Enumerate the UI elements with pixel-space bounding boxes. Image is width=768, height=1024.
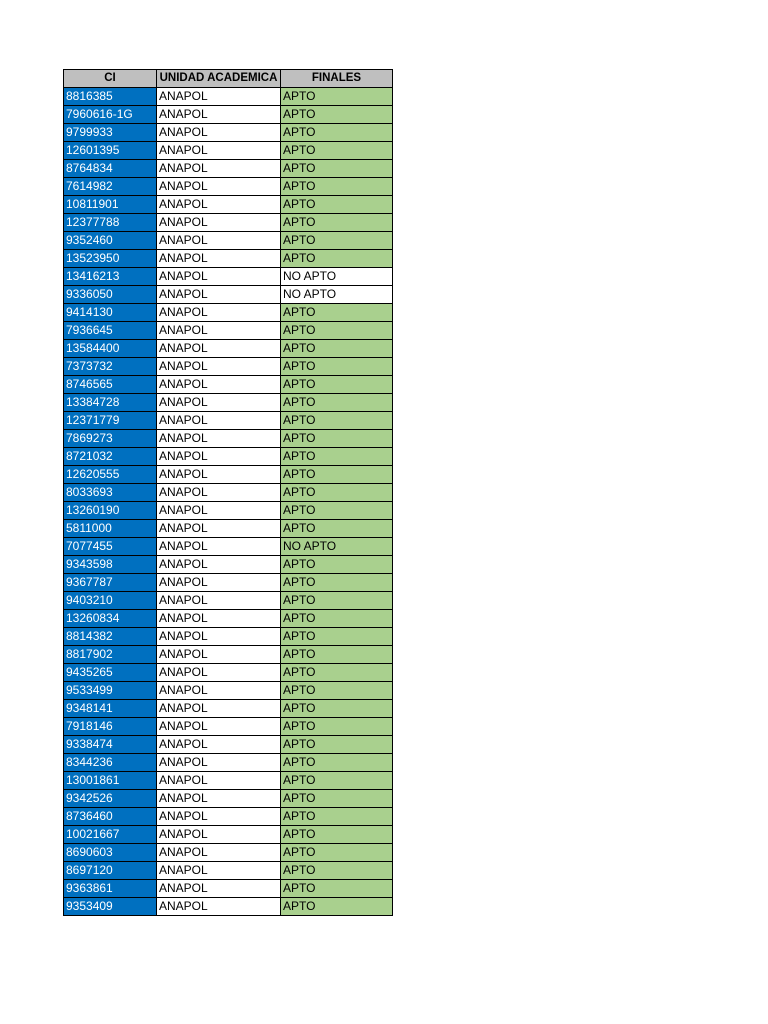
ci-cell: 7614982 <box>64 178 157 196</box>
ci-cell: 9343598 <box>64 556 157 574</box>
table-row <box>64 268 393 286</box>
ci-cell: 10811901 <box>64 196 157 214</box>
ci-cell: 9414130 <box>64 304 157 322</box>
unidad-academica-cell: ANAPOL <box>157 754 281 772</box>
table-row <box>64 466 393 484</box>
finales-cell: APTO <box>281 178 393 196</box>
unidad-academica-cell: ANAPOL <box>157 610 281 628</box>
unidad-academica-cell: ANAPOL <box>157 340 281 358</box>
finales-cell: APTO <box>281 574 393 592</box>
ci-cell: 13260190 <box>64 502 157 520</box>
header-finales: FINALES <box>281 70 393 88</box>
unidad-academica-cell: ANAPOL <box>157 268 281 286</box>
ci-cell: 8736460 <box>64 808 157 826</box>
ci-cell: 13384728 <box>64 394 157 412</box>
finales-cell: APTO <box>281 664 393 682</box>
ci-cell: 9338474 <box>64 736 157 754</box>
unidad-academica-cell: ANAPOL <box>157 394 281 412</box>
unidad-academica-cell: ANAPOL <box>157 196 281 214</box>
finales-cell: APTO <box>281 754 393 772</box>
ci-cell: 12371779 <box>64 412 157 430</box>
unidad-academica-cell: ANAPOL <box>157 736 281 754</box>
table-row <box>64 358 393 376</box>
finales-cell: APTO <box>281 484 393 502</box>
ci-cell: 9435265 <box>64 664 157 682</box>
finales-cell: NO APTO <box>281 286 393 304</box>
ci-cell: 7936645 <box>64 322 157 340</box>
table-row <box>64 484 393 502</box>
finales-cell: APTO <box>281 340 393 358</box>
finales-cell: APTO <box>281 520 393 538</box>
finales-cell: NO APTO <box>281 268 393 286</box>
table-row <box>64 502 393 520</box>
ci-cell: 8814382 <box>64 628 157 646</box>
unidad-academica-cell: ANAPOL <box>157 232 281 250</box>
table-row <box>64 826 393 844</box>
finales-cell: APTO <box>281 142 393 160</box>
table-row <box>64 898 393 916</box>
finales-cell: NO APTO <box>281 538 393 556</box>
finales-cell: APTO <box>281 556 393 574</box>
unidad-academica-cell: ANAPOL <box>157 790 281 808</box>
results-table <box>63 69 393 916</box>
ci-cell: 12601395 <box>64 142 157 160</box>
table-row <box>64 538 393 556</box>
finales-cell: APTO <box>281 430 393 448</box>
table-row <box>64 250 393 268</box>
unidad-academica-cell: ANAPOL <box>157 322 281 340</box>
ci-cell: 8697120 <box>64 862 157 880</box>
ci-cell: 8690603 <box>64 844 157 862</box>
ci-cell: 8746565 <box>64 376 157 394</box>
finales-cell: APTO <box>281 700 393 718</box>
unidad-academica-cell: ANAPOL <box>157 430 281 448</box>
unidad-academica-cell: ANAPOL <box>157 106 281 124</box>
unidad-academica-cell: ANAPOL <box>157 898 281 916</box>
table-body <box>64 88 393 916</box>
unidad-academica-cell: ANAPOL <box>157 502 281 520</box>
ci-cell: 12377788 <box>64 214 157 232</box>
table-row <box>64 574 393 592</box>
table-row <box>64 106 393 124</box>
finales-cell: APTO <box>281 862 393 880</box>
ci-cell: 8344236 <box>64 754 157 772</box>
ci-cell: 8817902 <box>64 646 157 664</box>
finales-cell: APTO <box>281 898 393 916</box>
finales-cell: APTO <box>281 826 393 844</box>
unidad-academica-cell: ANAPOL <box>157 484 281 502</box>
ci-cell: 7918146 <box>64 718 157 736</box>
ci-cell: 7869273 <box>64 430 157 448</box>
finales-cell: APTO <box>281 772 393 790</box>
table-row <box>64 844 393 862</box>
table-row <box>64 142 393 160</box>
unidad-academica-cell: ANAPOL <box>157 682 281 700</box>
finales-cell: APTO <box>281 124 393 142</box>
finales-cell: APTO <box>281 502 393 520</box>
ci-cell: 9363861 <box>64 880 157 898</box>
unidad-academica-cell: ANAPOL <box>157 628 281 646</box>
table-row <box>64 628 393 646</box>
finales-cell: APTO <box>281 682 393 700</box>
ci-cell: 9352460 <box>64 232 157 250</box>
unidad-academica-cell: ANAPOL <box>157 646 281 664</box>
table-row <box>64 862 393 880</box>
unidad-academica-cell: ANAPOL <box>157 466 281 484</box>
ci-cell: 9367787 <box>64 574 157 592</box>
header-ci: CI <box>64 70 157 88</box>
unidad-academica-cell: ANAPOL <box>157 376 281 394</box>
unidad-academica-cell: ANAPOL <box>157 286 281 304</box>
ci-cell: 8033693 <box>64 484 157 502</box>
ci-cell: 13523950 <box>64 250 157 268</box>
header-row <box>64 70 393 88</box>
table-row <box>64 664 393 682</box>
finales-cell: APTO <box>281 412 393 430</box>
table-row <box>64 520 393 538</box>
ci-cell: 8816385 <box>64 88 157 106</box>
finales-cell: APTO <box>281 592 393 610</box>
table-row <box>64 808 393 826</box>
table-row <box>64 448 393 466</box>
finales-cell: APTO <box>281 736 393 754</box>
unidad-academica-cell: ANAPOL <box>157 574 281 592</box>
ci-cell: 13416213 <box>64 268 157 286</box>
table-row <box>64 304 393 322</box>
unidad-academica-cell: ANAPOL <box>157 412 281 430</box>
unidad-academica-cell: ANAPOL <box>157 520 281 538</box>
ci-cell: 7077455 <box>64 538 157 556</box>
table-row <box>64 718 393 736</box>
unidad-academica-cell: ANAPOL <box>157 160 281 178</box>
ci-cell: 9336050 <box>64 286 157 304</box>
table-row <box>64 592 393 610</box>
unidad-academica-cell: ANAPOL <box>157 700 281 718</box>
finales-cell: APTO <box>281 844 393 862</box>
table-row <box>64 646 393 664</box>
table-row <box>64 412 393 430</box>
finales-cell: APTO <box>281 160 393 178</box>
ci-cell: 7373732 <box>64 358 157 376</box>
ci-cell: 9342526 <box>64 790 157 808</box>
table-row <box>64 178 393 196</box>
finales-cell: APTO <box>281 466 393 484</box>
ci-cell: 9353409 <box>64 898 157 916</box>
finales-cell: APTO <box>281 808 393 826</box>
ci-cell: 13001861 <box>64 772 157 790</box>
table-row <box>64 232 393 250</box>
unidad-academica-cell: ANAPOL <box>157 250 281 268</box>
finales-cell: APTO <box>281 232 393 250</box>
ci-cell: 12620555 <box>64 466 157 484</box>
table-row <box>64 160 393 178</box>
finales-cell: APTO <box>281 448 393 466</box>
unidad-academica-cell: ANAPOL <box>157 214 281 232</box>
unidad-academica-cell: ANAPOL <box>157 772 281 790</box>
table-row <box>64 754 393 772</box>
table-row <box>64 88 393 106</box>
finales-cell: APTO <box>281 88 393 106</box>
finales-cell: APTO <box>281 376 393 394</box>
unidad-academica-cell: ANAPOL <box>157 304 281 322</box>
table-row <box>64 394 393 412</box>
table-row <box>64 286 393 304</box>
finales-cell: APTO <box>281 322 393 340</box>
unidad-academica-cell: ANAPOL <box>157 808 281 826</box>
unidad-academica-cell: ANAPOL <box>157 538 281 556</box>
finales-cell: APTO <box>281 304 393 322</box>
ci-cell: 7960616-1G <box>64 106 157 124</box>
finales-cell: APTO <box>281 196 393 214</box>
unidad-academica-cell: ANAPOL <box>157 718 281 736</box>
finales-cell: APTO <box>281 394 393 412</box>
unidad-academica-cell: ANAPOL <box>157 556 281 574</box>
table-row <box>64 322 393 340</box>
ci-cell: 9799933 <box>64 124 157 142</box>
unidad-academica-cell: ANAPOL <box>157 862 281 880</box>
table-row <box>64 196 393 214</box>
table-row <box>64 790 393 808</box>
unidad-academica-cell: ANAPOL <box>157 88 281 106</box>
ci-cell: 13584400 <box>64 340 157 358</box>
table-row <box>64 430 393 448</box>
table-row <box>64 880 393 898</box>
ci-cell: 9533499 <box>64 682 157 700</box>
finales-cell: APTO <box>281 106 393 124</box>
finales-cell: APTO <box>281 214 393 232</box>
finales-cell: APTO <box>281 880 393 898</box>
ci-cell: 8721032 <box>64 448 157 466</box>
unidad-academica-cell: ANAPOL <box>157 592 281 610</box>
unidad-academica-cell: ANAPOL <box>157 358 281 376</box>
header-unidad-academica: UNIDAD ACADEMICA <box>157 70 281 88</box>
ci-cell: 13260834 <box>64 610 157 628</box>
unidad-academica-cell: ANAPOL <box>157 826 281 844</box>
ci-cell: 9403210 <box>64 592 157 610</box>
finales-cell: APTO <box>281 646 393 664</box>
table-row <box>64 340 393 358</box>
ci-cell: 10021667 <box>64 826 157 844</box>
unidad-academica-cell: ANAPOL <box>157 124 281 142</box>
table-row <box>64 556 393 574</box>
unidad-academica-cell: ANAPOL <box>157 664 281 682</box>
ci-cell: 9348141 <box>64 700 157 718</box>
table-row <box>64 736 393 754</box>
finales-cell: APTO <box>281 610 393 628</box>
ci-cell: 5811000 <box>64 520 157 538</box>
unidad-academica-cell: ANAPOL <box>157 178 281 196</box>
table-row <box>64 214 393 232</box>
finales-cell: APTO <box>281 358 393 376</box>
table-row <box>64 124 393 142</box>
unidad-academica-cell: ANAPOL <box>157 448 281 466</box>
ci-cell: 8764834 <box>64 160 157 178</box>
finales-cell: APTO <box>281 250 393 268</box>
finales-cell: APTO <box>281 790 393 808</box>
table-row <box>64 682 393 700</box>
finales-cell: APTO <box>281 718 393 736</box>
table-row <box>64 772 393 790</box>
table-row <box>64 610 393 628</box>
unidad-academica-cell: ANAPOL <box>157 844 281 862</box>
unidad-academica-cell: ANAPOL <box>157 142 281 160</box>
table-row <box>64 376 393 394</box>
table-row <box>64 700 393 718</box>
finales-cell: APTO <box>281 628 393 646</box>
unidad-academica-cell: ANAPOL <box>157 880 281 898</box>
